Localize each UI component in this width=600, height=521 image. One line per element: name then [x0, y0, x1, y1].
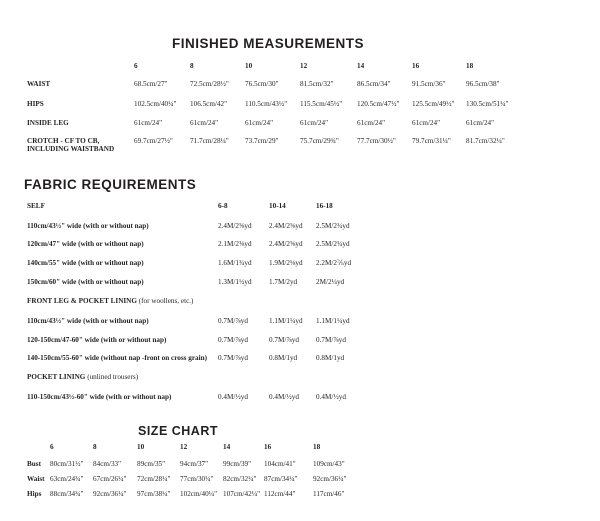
- section-label-lining: [27, 297, 193, 306]
- cell-value: 77.7cm/30½": [357, 137, 396, 145]
- cell-value: 2.4M/2⅝yd: [269, 222, 303, 230]
- cell-value: 109cm/43": [313, 460, 345, 468]
- cell-value: 61cm/24": [245, 119, 274, 127]
- row-label-continued: INCLUDING WAISTBAND: [27, 145, 115, 153]
- cell-value: 81.5cm/32": [300, 80, 334, 88]
- cell-value: 92cm/36¼": [93, 490, 127, 498]
- row-label: 120cm/47" wide (with or without nap): [27, 240, 144, 248]
- cell-value: 2.1M/2⅜yd: [218, 240, 252, 248]
- cell-value: 115.5cm/45½": [300, 100, 343, 108]
- cell-value: 68.5cm/27": [134, 80, 168, 88]
- cell-value: 61cm/24": [412, 119, 441, 127]
- cell-value: 0.7M/⅞yd: [218, 317, 248, 325]
- size-label: 8: [190, 62, 194, 70]
- cell-value: 94cm/37": [180, 460, 209, 468]
- cell-value: 67cm/26¼": [93, 475, 127, 483]
- size-label: 6: [50, 443, 54, 451]
- cell-value: 104cm/41": [264, 460, 296, 468]
- cell-value: 0.7M/⅞yd: [218, 354, 248, 362]
- cell-value: 69.7cm/27½": [134, 137, 173, 145]
- cell-value: 110.5cm/43½": [245, 100, 288, 108]
- cell-value: 61cm/24": [134, 119, 163, 127]
- cell-value: 0.7M/⅞yd: [269, 336, 299, 344]
- cell-value: 97cm/38¼": [137, 490, 171, 498]
- size-label: 12: [300, 62, 308, 70]
- row-label: CROTCH - CF TO CB,: [27, 137, 100, 145]
- row-label: Waist: [27, 475, 45, 483]
- size-label: 18: [313, 443, 321, 451]
- row-label: 150cm/60" wide (with or without nap): [27, 278, 144, 286]
- cell-value: 86.5cm/34": [357, 80, 391, 88]
- cell-value: 1.7M/2yd: [269, 278, 298, 286]
- cell-value: 82cm/32¼": [223, 475, 257, 483]
- cell-value: 92cm/36¼": [313, 475, 347, 483]
- cell-value: 1.3M/1½yd: [218, 278, 252, 286]
- cell-value: 71.7cm/28¼": [190, 137, 229, 145]
- cell-value: 96.5cm/38": [466, 80, 500, 88]
- row-label: Hips: [27, 490, 42, 498]
- section-label-pocket: [27, 373, 138, 382]
- size-label: 12: [180, 443, 188, 451]
- cell-value: 0.7M/⅞yd: [316, 336, 346, 344]
- cell-value: 63cm/24¾": [50, 475, 84, 483]
- cell-value: 75.7cm/29¾": [300, 137, 339, 145]
- row-label: WAIST: [27, 80, 51, 88]
- size-label: 10: [137, 443, 145, 451]
- cell-value: 91.5cm/36": [412, 80, 446, 88]
- row-label: 140-150cm/55-60" wide (without nap -front on cross grain): [27, 354, 208, 362]
- size-label: 6: [134, 62, 138, 70]
- cell-value: 73.7cm/29": [245, 137, 279, 145]
- cell-value: 1.9M/2⅛yd: [269, 259, 303, 267]
- size-chart-title: SIZE CHART: [138, 424, 218, 438]
- cell-value: 102cm/40¼": [180, 490, 218, 498]
- cell-value: 88cm/34¾": [50, 490, 84, 498]
- cell-value: 2.5M/2¾yd: [316, 240, 350, 248]
- cell-value: 0.8M/1yd: [316, 354, 345, 362]
- row-label: 120-150cm/47-60" wide (with or without nap): [27, 336, 167, 344]
- cell-value: 2.4M/2⅝yd: [218, 222, 252, 230]
- size-label: 16-18: [316, 202, 333, 210]
- row-label: Bust: [27, 460, 41, 468]
- cell-value: 0.4M/½yd: [316, 393, 346, 401]
- lining-title: FRONT LEG & POCKET LINING: [27, 297, 137, 305]
- cell-value: 107cm/42¼": [223, 490, 261, 498]
- cell-value: 2.5M/2¾yd: [316, 222, 350, 230]
- cell-value: 130.5cm/51¼": [466, 100, 509, 108]
- cell-value: 0.7M/⅞yd: [218, 336, 248, 344]
- cell-value: 0.4M/½yd: [269, 393, 299, 401]
- cell-value: 112cm/44": [264, 490, 296, 498]
- size-label: 18: [466, 62, 474, 70]
- cell-value: 61cm/24": [357, 119, 386, 127]
- cell-value: 1.1M/1¼yd: [316, 317, 350, 325]
- row-label: HIPS: [27, 100, 44, 108]
- cell-value: 0.8M/1yd: [269, 354, 298, 362]
- cell-value: 120.5cm/47½": [357, 100, 400, 108]
- cell-value: 1.1M/1¼yd: [269, 317, 303, 325]
- cell-value: 72cm/28¼": [137, 475, 171, 483]
- cell-value: 125.5cm/49½": [412, 100, 455, 108]
- cell-value: 61cm/24": [300, 119, 329, 127]
- pocket-note: (unlined trousers): [85, 373, 139, 381]
- row-label: 110cm/43½" wide (with or without nap): [27, 317, 149, 325]
- finished-measurements-title: FINISHED MEASUREMENTS: [172, 36, 365, 51]
- cell-value: 61cm/24": [190, 119, 219, 127]
- cell-value: 2.4M/2⅝yd: [269, 240, 303, 248]
- size-label: 10: [245, 62, 253, 70]
- section-label-self: SELF: [27, 202, 45, 210]
- cell-value: 89cm/35": [137, 460, 166, 468]
- cell-value: 81.7cm/32¼": [466, 137, 505, 145]
- cell-value: 0.4M/½yd: [218, 393, 248, 401]
- size-label: 14: [223, 443, 231, 451]
- cell-value: 102.5cm/40¼": [134, 100, 177, 108]
- cell-value: 1.6M/1¾yd: [218, 259, 252, 267]
- cell-value: 99cm/39": [223, 460, 252, 468]
- size-label: 16: [264, 443, 272, 451]
- cell-value: 72.5cm/28½": [190, 80, 229, 88]
- size-label: 14: [357, 62, 365, 70]
- row-label: 110cm/43½" wide (with or without nap): [27, 222, 149, 230]
- cell-value: 2.2M/2⅖yd: [316, 259, 352, 267]
- cell-value: 79.7cm/31¼": [412, 137, 451, 145]
- size-label: 16: [412, 62, 420, 70]
- cell-value: 76.5cm/30": [245, 80, 279, 88]
- lining-note: (for woollens, etc.): [136, 297, 194, 305]
- cell-value: 77cm/30¼": [180, 475, 214, 483]
- cell-value: 106.5cm/42": [190, 100, 228, 108]
- row-label: INSIDE LEG: [27, 119, 69, 127]
- row-label: 140cm/55" wide (with or without nap): [27, 259, 144, 267]
- cell-value: 117cm/46": [313, 490, 345, 498]
- size-label: 8: [93, 443, 97, 451]
- cell-value: 80cm/31½": [50, 460, 84, 468]
- pocket-title: POCKET LINING: [27, 373, 86, 381]
- cell-value: 61cm/24": [466, 119, 495, 127]
- cell-value: 84cm/33": [93, 460, 122, 468]
- size-label: 6-8: [218, 202, 228, 210]
- fabric-requirements-title: FABRIC REQUIREMENTS: [24, 177, 197, 192]
- row-label: 110-150cm/43½-60" wide (with or without nap): [27, 393, 172, 401]
- size-label: 10-14: [269, 202, 286, 210]
- cell-value: 2M/2¼yd: [316, 278, 345, 286]
- cell-value: 87cm/34¼": [264, 475, 298, 483]
